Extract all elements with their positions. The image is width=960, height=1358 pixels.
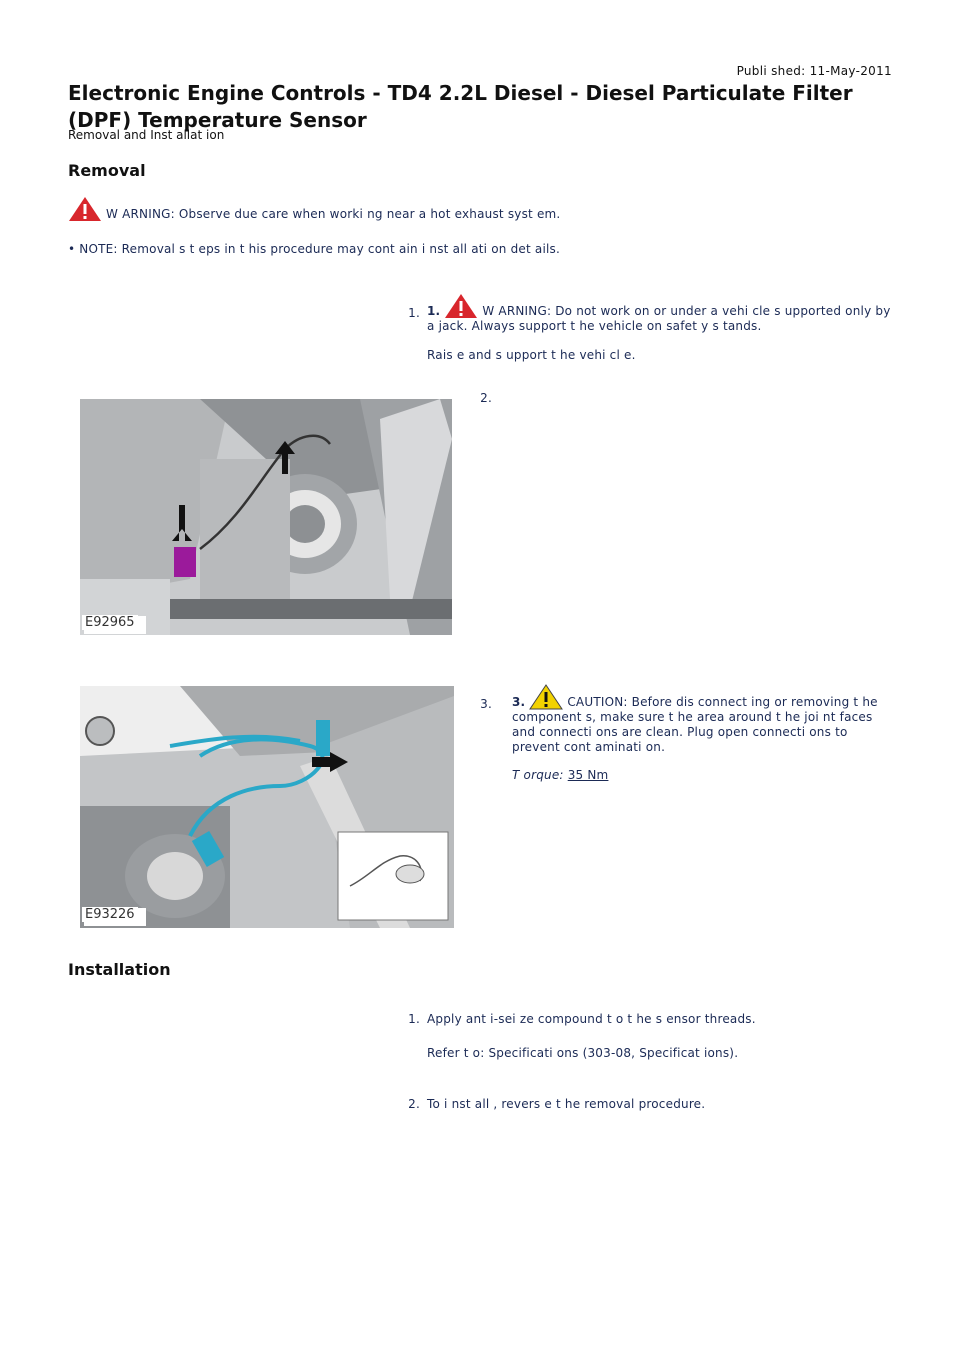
torque-line [512, 768, 890, 783]
torque-value[interactable]: 35 Nm [567, 768, 609, 782]
step-subtext: Rais e and s upport t he vehi cl e. [427, 348, 636, 362]
page-title: Electronic Engine Controls - TD4 2.2L Diesel - Diesel Particulate Filter (DPF) Temperature Sensor [68, 81, 853, 132]
removal-heading: Removal [68, 161, 146, 180]
torque-label: T orque: [512, 768, 564, 782]
removal-note: • NOTE: Removal s t eps in t his procedure may cont ain i nst all ati on det ails. [68, 242, 560, 256]
step-text: Apply ant i-sei ze compound t o t he s ensor threads. [427, 1012, 756, 1026]
step-text: CAUTION: Before dis connect ing or removing t he component s, make sure t he area around t he joi nt faces and connecti ons are clean. Plug open connecti ons to prevent cont aminati on. [512, 695, 878, 754]
caution-icon [529, 684, 563, 710]
figure-e92965 [80, 399, 452, 635]
step-bold-number: 1. [427, 304, 441, 318]
installation-heading: Installation [68, 960, 171, 979]
step-number: 2. [480, 391, 492, 405]
general-warning-text: W ARNING: Observe due care when worki ng near a hot exhaust syst em. [106, 207, 561, 221]
warning-icon [68, 196, 102, 222]
figure-label: E93226 [82, 907, 138, 922]
page-subtitle: Removal and Inst allat ion [68, 128, 225, 142]
warning-icon [444, 293, 478, 319]
engine-illustration [80, 399, 452, 635]
installation-step-1 [427, 1012, 897, 1061]
step-bold-number: 3. [512, 695, 526, 709]
figure-e93226 [80, 686, 454, 928]
step-text: W ARNING: Do not work on or under a vehi cle s upported only by a jack. Always support t he vehicle on safet y s tands. [427, 304, 891, 333]
installation-step-2: To i nst all , revers e t he removal procedure. [427, 1097, 706, 1111]
reference-link[interactable]: Refer t o: Specificati ons (303-08, Specificat ions). [427, 1046, 739, 1060]
step-number: 2. [408, 1097, 420, 1111]
removal-step-3 [512, 684, 890, 783]
figure-label: E92965 [82, 615, 138, 630]
general-warning [68, 196, 888, 222]
published-date: Publi shed: 11-May-2011 [736, 64, 892, 78]
step-number: 1. [408, 306, 420, 320]
removal-step-1 [427, 293, 897, 363]
sensor-illustration [80, 686, 454, 928]
step-number: 1. [408, 1012, 420, 1026]
step-number: 3. [480, 697, 492, 711]
